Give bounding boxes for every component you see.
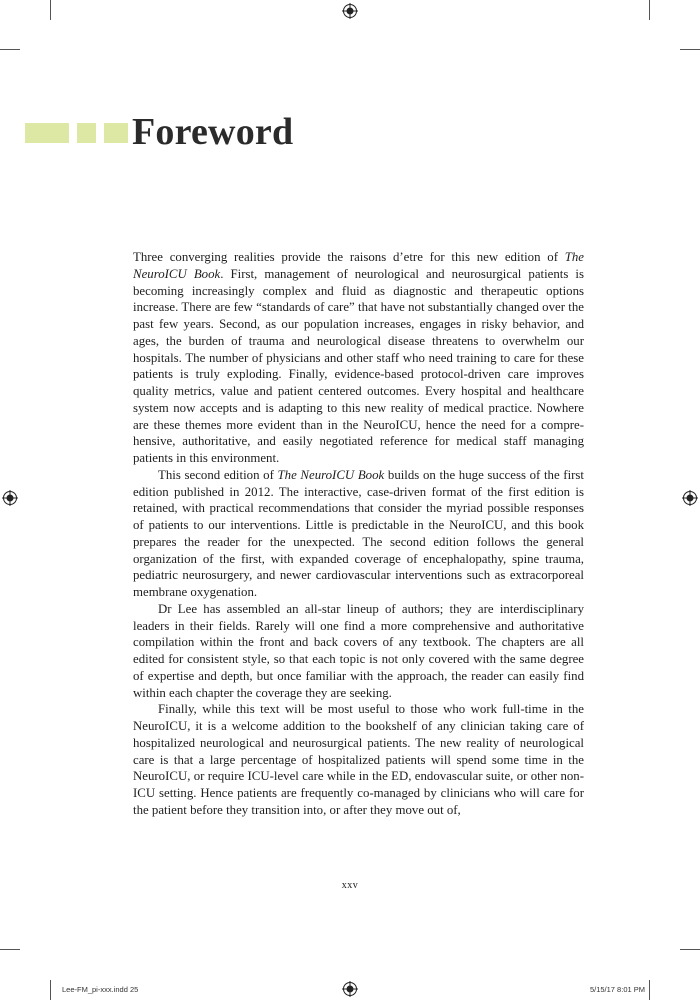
- slug-filename: Lee-FM_pi-xxx.indd 25: [62, 985, 139, 994]
- paragraph-text: Three converging realities provide the raisons d’etre for this new edition of: [133, 250, 565, 264]
- book-title-italic: The NeuroICU Book: [277, 467, 385, 482]
- body-paragraph: [133, 601, 584, 702]
- crop-mark-right-bottom: [680, 949, 700, 950]
- crop-mark-top-left: [50, 0, 51, 20]
- paragraph-text: . First, management of neurological and neurosurgical patients is becoming increasingly complex and fluid as diagnostic and therapeutic options increase. There are few “standards of care” that have not substantially changed over the past few years. Second, as our population increases, engages in risky behavior, and ages, the burden of trauma and neurological disease threatens to overwhelm our hospitals. The number of physicians and other staff who need training to care for these patients is truly exploding. Finally, evidence-based protocol-driven care improves quality metrics, value and patient centered outcomes. Every hospital and healthcare system now accepts and is adapting to this new reality of medical practice. Nowhere are these themes more evident than in the NeuroICU, hence the need for a comprehensive, authoritative, and easily negotiated reference for medical staff managing patients in this environment.: [133, 266, 584, 465]
- body-paragraph: [133, 249, 584, 467]
- title-decoration-bar: [104, 123, 128, 143]
- crop-mark-left-bottom: [0, 949, 20, 950]
- crop-mark-right-top: [680, 49, 700, 50]
- paragraph-text: builds on the huge success of the first edition published in 2012. The interactive, case-driven format of the first edition is retained, with practical recommendations that consider the myriad possible responses of patients to our interventions. Little is predictable in the NeuroICU, and this book prepares the reader for the unexpected. The second edition follows the general organization of the first, with expanded coverage of encephalopathy, spine trauma, pediatric neurosurgery, and newer cardiovascular interventions such as extracorporeal membrane oxygenation.: [133, 467, 584, 599]
- crop-mark-bottom-right: [649, 980, 650, 1000]
- page-number: xxv: [341, 880, 359, 891]
- paragraph-text: Finally, while this text will be most useful to those who work full-time in the NeuroICU, it is a welcome addition to the bookshelf of any clinician taking care of hospitalized neurological and neurosurgical patients. The new reality of neurological care is that a large percentage of hospitalized patients will spend some time in the NeuroICU, or require ICU-level care while in the ED, endovascular suite, or other non-ICU setting. Hence patients are frequently co-managed by clinicians who will care for the patient before they transition into, or after they move out of,: [133, 702, 584, 817]
- title-decoration-bar: [25, 123, 69, 143]
- paragraph-text: This second edition of: [158, 467, 278, 482]
- paragraph-text: Dr Lee has assembled an all-star lineup of authors; they are interdisciplinary leaders in their fields. Rarely will one find a more comprehensive and authoritative compilation within the front and back covers of any textbook. The chapters are all edited for consistent style, so that each topic is not only covered with the same degree of expertise and depth, but once familiar with the approach, the reader can easily find within each chapter the coverage they are seeking.: [133, 601, 584, 700]
- page-title: Foreword: [132, 111, 294, 153]
- title-decoration-bar: [77, 123, 96, 143]
- book-title-italic: The NeuroICU Book: [133, 250, 584, 281]
- body-paragraph: [133, 701, 584, 818]
- registration-mark-icon: [342, 981, 358, 997]
- registration-mark-icon: [342, 3, 358, 19]
- foreword-body: [133, 249, 584, 819]
- crop-mark-top-right: [649, 0, 650, 20]
- registration-mark-icon: [2, 490, 18, 506]
- registration-mark-icon: [682, 490, 698, 506]
- crop-mark-bottom-left: [50, 980, 51, 1000]
- slug-datetime: 5/15/17 8:01 PM: [589, 985, 645, 994]
- crop-mark-left-top: [0, 49, 20, 50]
- body-paragraph: [133, 467, 584, 601]
